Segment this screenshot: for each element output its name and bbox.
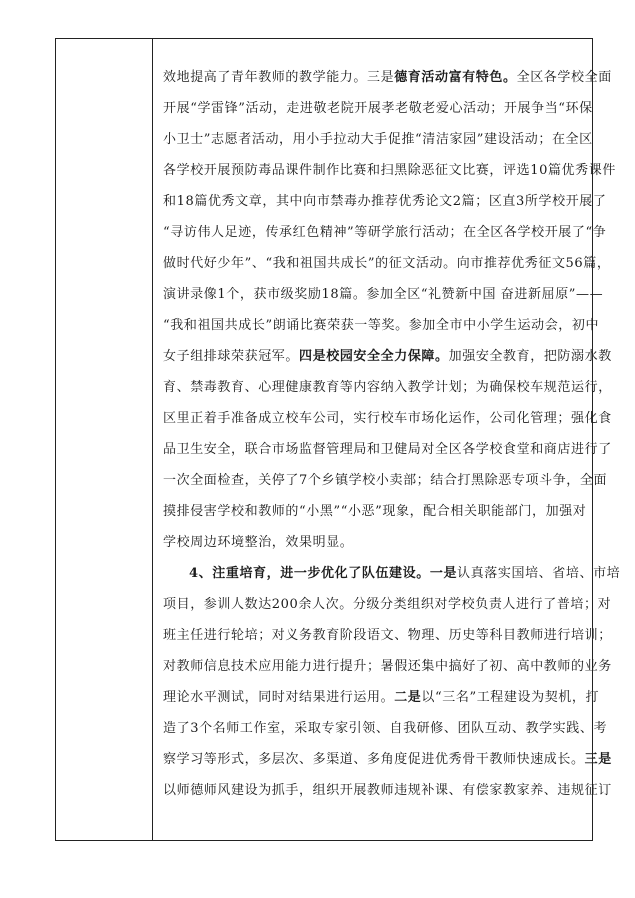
document-table	[55, 38, 621, 841]
text-segment: 认真落实国培、省培、市培	[457, 566, 621, 581]
text-line	[163, 620, 612, 651]
text-segment: 开展“学雷锋”活动，走进敬老院开展孝老敬老爱心活动；开展争当“环保	[163, 101, 593, 116]
text-segment: 小卫士”志愿者活动，用小手拉动大手促推“清洁家园”建设活动；在全区	[163, 132, 593, 147]
text-line	[163, 403, 612, 434]
text-line	[163, 155, 616, 186]
text-line	[163, 279, 604, 310]
text-segment: 班主任进行轮培；对义务教育阶段语文、物理、历史等科目教师进行培训；	[163, 628, 612, 643]
text-line	[163, 651, 612, 682]
text-line	[163, 186, 607, 217]
text-line	[163, 496, 587, 527]
text-segment: “我和祖国共成长”朗诵比赛荣获一等奖。参加全市中小学生运动会，初中	[163, 318, 600, 333]
text-segment: 品卫生安全，联合市场监督管理局和卫健局对全区各学校食堂和商店进行了	[163, 442, 612, 457]
text-segment: 加强安全教育，把防溺水教	[448, 349, 612, 364]
text-segment: 和18篇优秀文章，其中向市禁毒办推荐优秀论文2篇；区直3所学校开展了	[163, 194, 607, 209]
text-line	[163, 527, 583, 558]
text-line	[163, 62, 612, 93]
text-segment: 演讲录像1个，获市级奖励18篇。参加全区“礼赞新中国 奋进新屈原”——	[163, 287, 604, 302]
bold-text-segment: 三是	[584, 752, 612, 767]
text-line	[163, 434, 612, 465]
text-segment: “寻访伟人足迹，传承红色精神”等研学旅行活动；在全区各学校开展了“争	[163, 225, 607, 240]
text-segment: 各学校开展预防毒品课件制作比赛和扫黑除恶征文比赛，评选10篇优秀课件	[163, 163, 616, 178]
text-line	[163, 682, 600, 713]
bold-text-segment: 四是校园安全全力保障。	[299, 349, 449, 364]
text-line	[163, 310, 600, 341]
text-segment: 以师德师风建设为抓手，组织开展教师违规补课、有偿家教家养、违规征订	[163, 783, 612, 798]
text-line	[163, 93, 593, 124]
text-line	[163, 775, 612, 806]
text-line	[163, 341, 612, 372]
text-segment: 察学习等形式，多层次、多渠道、多角度促进优秀骨干教师快速成长。	[163, 752, 585, 767]
content-cell	[153, 39, 621, 840]
text-line	[163, 217, 607, 248]
text-line	[163, 465, 608, 496]
bold-text-segment: 一是	[429, 566, 458, 581]
text-segment: 女子组排球荣获冠军。	[163, 349, 300, 364]
text-segment: 做时代好少年”、“我和祖国共成长”的征文活动。向市推荐优秀征文56篇，	[163, 256, 611, 271]
text-line	[163, 248, 611, 279]
text-segment: 以“三名”工程建设为契机，打	[421, 690, 600, 705]
bold-text-segment: 二是	[394, 690, 422, 705]
text-line	[163, 713, 608, 744]
text-segment: 摸排侵害学校和教师的“小黑”“小恶”现象，配合相关职能部门，加强对	[163, 504, 587, 519]
text-line	[163, 124, 593, 155]
text-segment: 项目，参训人数达200余人次。分级分类组织对学校负责人进行了普培；对	[163, 597, 612, 612]
text-segment: 区里正着手准备成立校车公司，实行校车市场化运作，公司化管理；强化食	[163, 411, 612, 426]
text-segment: 造了3个名师工作室，采取专家引领、自我研修、团队互动、教学实践、考	[163, 721, 608, 736]
text-segment: 育、禁毒教育、心理健康教育等内容纳入教学计划；为确保校车规范运行，	[163, 380, 612, 395]
text-segment: 学校周边环境整治，效果明显。	[163, 535, 354, 550]
text-segment: 对教师信息技术应用能力进行提升；暑假还集中搞好了初、高中教师的业务	[163, 659, 612, 674]
text-line	[163, 558, 621, 589]
text-line	[163, 589, 612, 620]
text-line	[163, 372, 612, 403]
text-segment: 效地提高了青年教师的教学能力。三是	[163, 70, 395, 85]
text-segment: 理论水平测试，同时对结果进行运用。	[163, 690, 395, 705]
text-segment: 一次全面检查，关停了7个乡镇学校小卖部；结合打黑除恶专项斗争，全面	[163, 473, 608, 488]
bold-text-segment: 德育活动富有特色。	[394, 70, 517, 85]
text-line	[163, 744, 612, 775]
bold-text-segment: 4、注重培育，进一步优化了队伍建设。	[189, 566, 430, 581]
text-segment: 全区各学校全面	[516, 70, 612, 85]
